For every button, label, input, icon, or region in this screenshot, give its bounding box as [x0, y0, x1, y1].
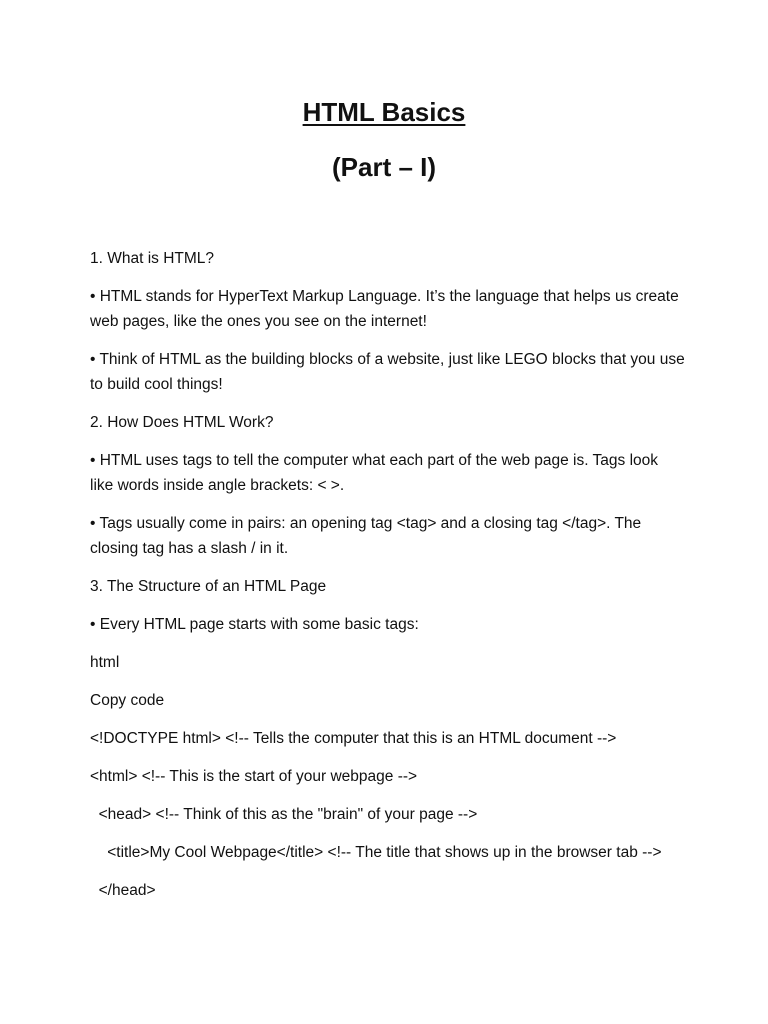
- code-line: <title>My Cool Webpage</title> <!-- The title that shows up in the browser tab -->: [90, 844, 662, 861]
- code-language-label: html: [90, 654, 120, 671]
- page-title: HTML Basics: [302, 97, 466, 127]
- bullet-paragraph: • Tags usually come in pairs: an opening tag <tag> and a closing tag </tag>. The closing tag has a slash / in it.: [90, 515, 646, 557]
- bullet-paragraph: • HTML stands for HyperText Markup Language. It’s the language that helps us create web pages, like the ones you see on the internet!: [90, 288, 684, 330]
- code-line: <html> <!-- This is the start of your webpage -->: [90, 768, 418, 785]
- bullet-paragraph: • Think of HTML as the building blocks of a website, just like LEGO blocks that you use to build cool things!: [90, 351, 690, 393]
- bullet-paragraph: • HTML uses tags to tell the computer what each part of the web page is. Tags look like words inside angle brackets: < >.: [90, 452, 663, 494]
- page-subtitle: (Part – I): [331, 152, 437, 182]
- section-heading-page-structure: 3. The Structure of an HTML Page: [90, 578, 327, 595]
- code-line: <!DOCTYPE html> <!-- Tells the computer that this is an HTML document -->: [90, 730, 617, 747]
- code-line: </head>: [90, 882, 156, 899]
- section-heading-what-is-html: 1. What is HTML?: [90, 250, 215, 267]
- copy-code-label: Copy code: [90, 692, 165, 709]
- bullet-paragraph: • Every HTML page starts with some basic tags:: [90, 616, 419, 633]
- section-heading-how-html-works: 2. How Does HTML Work?: [90, 414, 274, 431]
- code-line: <head> <!-- Think of this as the "brain" of your page -->: [90, 806, 478, 823]
- document-body: [90, 246, 690, 916]
